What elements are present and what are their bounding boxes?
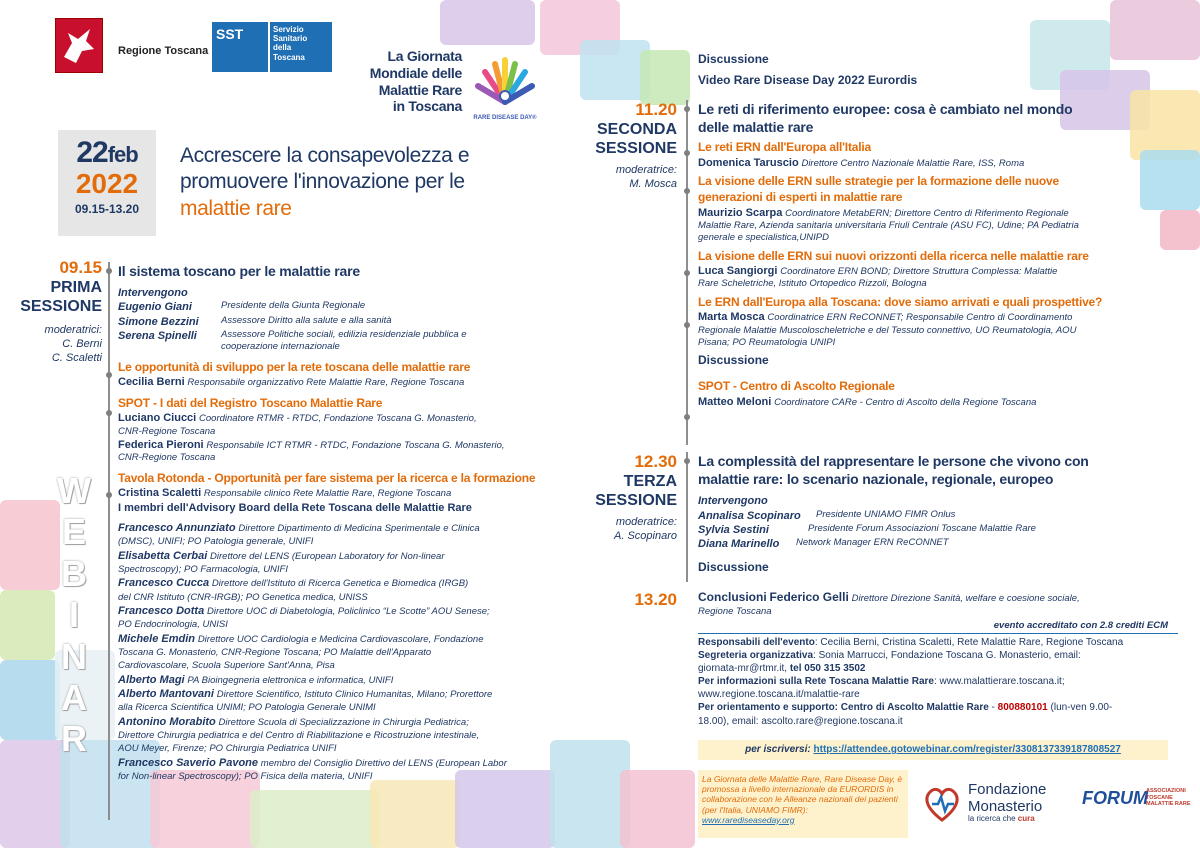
webinar-letter: I	[68, 594, 81, 636]
forum-sub: TOSCANE	[1146, 794, 1173, 801]
rdd-label: RARE DISEASE DAY®	[473, 115, 537, 121]
giornata-line: Mondiale delle	[369, 64, 462, 81]
member-role: Toscana G. Monasterio, CNR-Regione Toscana; PO Malattie dell'Apparato	[118, 647, 432, 658]
speaker-role: Assessore Diritto alla salute e alla sanità	[221, 314, 392, 326]
session-name: SESSIONE	[595, 492, 677, 510]
speaker-role: generale e specialistica,UNIPD	[698, 232, 829, 244]
member-role: (DMSC), UNIFI; PO Patologia generale, UNIFI	[118, 536, 314, 548]
member-role: Direttore dell'Istituto di Ricerca Genetica e Biomedica (IRGB)	[211, 578, 469, 590]
talk-title: La visione delle ERN sui nuovi orizzonti della ricerca nelle malattie rare	[698, 248, 1089, 263]
speaker-name: Luciano Ciucci	[118, 412, 197, 425]
member-name: Alberto Mantovani	[118, 688, 214, 701]
speaker-role: CNR-Regione Toscana	[118, 452, 216, 464]
pegasus-icon	[55, 18, 103, 73]
member-role: Cardiovascolare, Scuola Superiore Sant'Anna, Pisa	[118, 660, 335, 672]
moderator-name: C. Scaletti	[51, 351, 102, 364]
session1-timeline	[108, 262, 110, 820]
member-name: Francesco Cucca	[118, 577, 210, 590]
member-name: Elisabetta Cerbai	[118, 549, 208, 562]
spot-title: SPOT - Centro di Ascolto Regionale	[698, 379, 895, 394]
session-name: PRIMA	[50, 279, 102, 296]
date-year: 2022	[75, 168, 139, 199]
talk-title: generazioni di esperti in malattie rare	[698, 189, 903, 204]
speaker-role: Network Manager ERN ReCONNET	[796, 537, 949, 549]
conclusion	[698, 590, 1178, 618]
session3-content	[698, 452, 1178, 575]
headline-line: Accrescere la consapevolezza e	[180, 144, 470, 167]
sst-line: Toscana	[273, 52, 305, 62]
forum-name: FORUM	[1082, 788, 1148, 808]
member-name: Alberto Magi	[118, 673, 185, 686]
register-banner	[698, 740, 1168, 760]
role-line: cooperazione internazionale	[221, 341, 340, 353]
speaker-role: Direttore Centro Nazionale Malattie Rare, ISS, Roma	[801, 157, 1025, 169]
member-role: membro del Consiglio Direttivo del LENS (European Labor	[260, 757, 507, 769]
speaker-role: Responsabile ICT RTMR - RTDC, Fondazione Toscana G. Monasterio,	[206, 439, 505, 451]
speaker-row	[118, 315, 588, 329]
member-role: Direttore Scuola di Specializzazione in Chirurgia Pediatrica;	[218, 716, 469, 728]
webinar-letter: N	[61, 635, 89, 677]
session-time: 12.30	[634, 452, 677, 471]
speaker-role: Responsabile clinico Rete Malattie Rare, Regione Toscana	[203, 488, 452, 500]
member-role: AOU Meyer, Firenze; PO Chirurgia Pediatrica UNIFI	[118, 743, 337, 755]
monasterio-tagline-bold: cura	[1017, 814, 1035, 823]
register-label: per iscriversi:	[745, 744, 814, 755]
info-label: Responsabili dell'evento	[698, 636, 815, 648]
speaker-row	[118, 300, 588, 314]
conclusion-label: Conclusioni	[698, 590, 767, 604]
speaker-role: Regionale Malattie Muscoloscheletriche e del Tessuto connettivo, UO Reumatologia, AOU	[698, 324, 1077, 336]
speaker-name: Cristina Scaletti	[118, 487, 202, 500]
member-role: Spectroscopy); PO Farmacologia, UNIFI	[118, 563, 288, 575]
timeline-dot	[684, 150, 690, 156]
moderator-label: moderatrici:	[44, 324, 102, 337]
member-item	[118, 549, 588, 577]
speaker-role	[221, 329, 467, 354]
right-top	[698, 52, 917, 88]
session2-content	[698, 100, 1168, 409]
date-box	[58, 130, 156, 236]
member-name: Michele Emdin	[118, 632, 196, 645]
talk-title: Tavola Rotonda - Opportunità per fare sistema per la ricerca e la formazione	[118, 470, 536, 485]
session3-timeline	[686, 452, 688, 582]
fondazione-monasterio-logo	[920, 778, 1070, 834]
sst-logo	[212, 22, 268, 72]
discussion-label: Discussione	[698, 353, 769, 368]
session-title: delle malattie rare	[698, 119, 814, 136]
giornata-title	[342, 48, 462, 115]
member-role: Direttore Dipartimento di Medicina Sperimentale e Clinica	[238, 522, 480, 534]
advisory-board-title: I membri dell'Advisory Board della Rete Toscana delle Malattie Rare	[118, 501, 472, 514]
discussion-label: Discussione	[698, 52, 769, 66]
members-list	[118, 521, 588, 784]
member-item	[118, 576, 588, 604]
speaker-role: Malattie Rare, Azienda sanitaria universitaria Friuli Centrale (ASU FC), Udine; PA Pediatria	[698, 219, 1079, 231]
speaker-name: Diana Marinello	[698, 538, 780, 551]
member-role: Direttore Scientifico, Istituto Clinico Humanitas, Milano; Prorettore	[216, 689, 493, 701]
session-name: TERZA	[623, 473, 677, 490]
regione-toscana-logo	[55, 18, 125, 78]
speaker-role: Pisana; PO Reumatologia UNIPI	[698, 337, 836, 349]
talk-title: La visione delle ERN sulle strategie per la formazione delle nuove	[698, 174, 1059, 189]
register-link[interactable]: https://attendee.gotowebinar.com/register/3308137339187808527	[813, 744, 1121, 755]
rare-disease-day-logo	[470, 52, 540, 122]
info-label: Per informazioni sulla Rete Toscana Malattie Rare	[698, 676, 934, 688]
timeline-dot	[684, 414, 690, 420]
speaker-role: Coordinatore RTMR - RTDC, Fondazione Toscana G. Monasterio,	[199, 413, 477, 425]
member-role: for Non-linear Spectroscopy); PO Fisica della materia, UNIFI	[118, 771, 373, 783]
speaker-role: CNR-Regione Toscana	[118, 425, 216, 437]
member-item	[118, 687, 588, 715]
speaker-name: Matteo Meloni	[698, 395, 772, 408]
heart-icon	[920, 782, 964, 826]
giornata-line: Malattie Rare	[378, 81, 462, 98]
intervengono-label: Intervengono	[698, 495, 768, 508]
webinar-letter: E	[61, 511, 88, 553]
member-item	[118, 632, 588, 673]
info-label: Segreteria organizzativa	[698, 649, 814, 661]
speaker-name: Federico Gelli	[769, 590, 849, 604]
member-name: Francesco Saverio Pavone	[118, 756, 259, 769]
info-email[interactable]: giornata-mr@rtmr.it,	[698, 662, 788, 674]
timeline-dot	[106, 268, 112, 274]
webinar-letter: R	[61, 718, 89, 760]
rdd-link[interactable]: www.rarediseaseday.org	[702, 814, 795, 825]
speaker-name: Annalisa Scopinaro	[698, 509, 801, 522]
speaker-name: Simone Bezzini	[118, 315, 199, 328]
info-phone: tel 050 315 3502	[787, 662, 866, 674]
info-value: : Sonia Marrucci, Fondazione Toscana G. Monasterio, email:	[813, 649, 1081, 661]
monasterio-line: Fondazione	[968, 781, 1047, 798]
headline-line: promuovere l'innovazione per le	[180, 170, 465, 194]
headline-line-highlight: malattie rare	[180, 196, 292, 220]
speaker-role: Presidente UNIAMO FIMR Onlus	[816, 508, 956, 520]
timeline-dot	[106, 372, 112, 378]
moderator-name: A. Scopinaro	[614, 530, 677, 543]
moderator-name: M. Mosca	[629, 178, 677, 191]
session-name: SESSIONE	[595, 140, 677, 158]
giornata-line: La Giornata	[387, 48, 462, 64]
video-label: Video Rare Disease Day 2022 Eurordis	[698, 72, 918, 87]
day-number: 22	[76, 136, 108, 169]
speaker-role: Coordinatore MetabERN; Direttore Centro di Riferimento Regionale	[785, 207, 1069, 219]
webinar-letter: W	[57, 470, 93, 511]
conclusion-time: 13.20	[634, 590, 677, 609]
date-day	[58, 136, 156, 170]
timeline-dot	[684, 106, 690, 112]
member-role: PA Bioingegneria elettronica e informatica, UNIFI	[187, 674, 394, 686]
speaker-name: Eugenio Giani	[118, 301, 192, 314]
moderator-label: moderatrice:	[615, 516, 677, 529]
sst-line: della	[273, 43, 292, 53]
info-link[interactable]: : www.malattierare.toscana.it;	[934, 676, 1065, 688]
member-item	[118, 715, 588, 756]
member-item	[118, 756, 588, 784]
forum-sub: ASSOCIAZIONI	[1146, 788, 1186, 794]
session1-label	[10, 258, 102, 366]
giornata-line: in Toscana	[392, 98, 462, 115]
session-title: malattie rare: lo scenario nazionale, regionale, europeo	[698, 471, 1054, 488]
webinar-letter: A	[61, 676, 89, 718]
role-line: Assessore Politiche sociali, edilizia residenziale pubblica e	[221, 329, 467, 341]
session3-label	[585, 452, 677, 544]
member-item	[118, 604, 588, 632]
speaker-role: Coordinatrice ERN ReCONNET; Responsabile Centro di Coordinamento	[767, 312, 1073, 324]
member-role: Direttore del LENS (European Laboratory for Non-linear	[210, 550, 445, 562]
month-label: feb	[107, 142, 138, 167]
webinar-letter: B	[61, 552, 89, 594]
info-value: : Cecilia Berni, Cristina Scaletti, Rete Malattie Rare, Regione Toscana	[814, 636, 1124, 648]
speaker-role: Coordinatore ERN BOND; Direttore Struttura Complessa: Malattie	[780, 266, 1058, 278]
webinar-watermark	[55, 470, 95, 760]
timeline-dot	[684, 270, 690, 276]
session-title: Il sistema toscano per le malattie rare	[118, 263, 360, 279]
speaker-row	[698, 523, 1178, 537]
speaker-role: Presidente della Giunta Regionale	[221, 300, 366, 312]
monasterio-line: Monasterio	[968, 797, 1043, 815]
talk-title: Le opportunità di sviluppo per la rete toscana delle malattie rare	[118, 359, 471, 374]
speaker-name: Federica Pieroni	[118, 438, 204, 451]
sst-abbr: SST	[216, 26, 244, 42]
speaker-row	[698, 509, 1178, 523]
session-title: Le reti di riferimento europee: cosa è cambiato nel mondo	[698, 101, 1073, 117]
speaker-row	[118, 329, 588, 354]
info-label: Per orientamento e supporto: Centro di Ascolto Malattie Rare	[698, 702, 989, 714]
member-name: Francesco Annunziato	[118, 521, 236, 534]
session-time: 11.20	[635, 100, 677, 119]
member-role: Direttore Chirurgia pediatrica e del Centro di Riabilitazione e Ricostruzione intestinale,	[118, 730, 480, 742]
sst-line: Servizio	[273, 25, 304, 34]
member-role: Direttore UOC di Diabetologia, Policlinico “Le Scotte” AOU Senese;	[206, 605, 490, 617]
session1-content	[118, 262, 588, 783]
date-time: 09.15-13.20	[74, 202, 140, 216]
timeline-dot	[684, 322, 690, 328]
member-name: Antonino Morabito	[118, 715, 216, 728]
speaker-role: Regione Toscana	[698, 605, 772, 617]
member-name: Francesco Dotta	[118, 604, 205, 617]
speaker-name: Serena Spinelli	[118, 330, 197, 343]
ecm-note: evento accreditato con 2.8 crediti ECM	[698, 620, 1178, 634]
speaker-name: Sylvia Sestini	[698, 523, 769, 536]
talk-title: Le reti ERN dall'Europa all'Italia	[698, 140, 871, 155]
timeline-dot	[684, 188, 690, 194]
session2-label	[585, 100, 677, 192]
session-name: SECONDA	[596, 121, 677, 138]
sst-line: Sanitario	[273, 34, 308, 44]
regione-toscana-label: Regione Toscana	[118, 45, 209, 57]
rdd-note-text: La Giornata delle Malattie Rare, Rare Disease Day, è promossa a livello internazionale da EURORDIS in collaborazione con le Alleanze nazionali dei pazienti (per l'Italia, UNIAMO FIMR):	[702, 774, 903, 815]
sst-text	[270, 22, 332, 72]
monasterio-tagline: la ricerca che	[968, 814, 1018, 823]
info-link[interactable]: www.regione.toscana.it/malattie-rare	[698, 689, 860, 701]
headline	[180, 143, 560, 222]
speaker-role: Direttore Direzione Sanità, welfare e coesione sociale,	[851, 593, 1080, 604]
session-title: La complessità del rappresentare le persone che vivono con	[698, 453, 1089, 469]
member-role: PO Endocrinologia, UNISI	[118, 619, 228, 631]
info-value: 18.00), email: ascolto.rare@regione.toscana.it	[698, 715, 903, 727]
member-item	[118, 673, 588, 687]
discussion-label: Discussione	[698, 559, 769, 574]
rdd-note-box	[698, 770, 908, 838]
talk-title: Le ERN dall'Europa alla Toscana: dove siamo arrivati e quali prospettive?	[698, 294, 1103, 309]
speaker-role: Responsabile organizzativo Rete Malattie Rare, Regione Toscana	[187, 377, 465, 389]
speaker-role: Coordinatore CARe - Centro di Ascolto della Regione Toscana	[774, 396, 1037, 408]
speaker-name: Cecilia Berni	[118, 376, 185, 389]
moderator-name: C. Berni	[62, 338, 102, 351]
speaker-name: Luca Sangiorgi	[698, 265, 778, 278]
speaker-row	[698, 537, 1178, 551]
speaker-name: Domenica Taruscio	[698, 156, 799, 169]
member-role: alla Ricerca Scientifica UNIMI; PO Patologia Generale UNIMI	[118, 702, 376, 714]
forum-sub: MALATTIE RARE	[1146, 801, 1191, 808]
member-role: Direttore UOC Cardiologia e Medicina Cardiovascolare, Fondazione	[197, 633, 484, 645]
info-dash: -	[988, 702, 998, 714]
hands-icon	[470, 52, 540, 110]
speaker-name: Marta Mosca	[698, 311, 765, 324]
spot-title: SPOT - I dati del Registro Toscano Malattie Rare	[118, 395, 383, 410]
moderator-label: moderatrice:	[615, 164, 677, 177]
timeline-dot	[684, 458, 690, 464]
intervengono-label: Intervengono	[118, 287, 188, 300]
speaker-name: Maurizio Scarpa	[698, 206, 783, 219]
session-time: 09.15	[59, 258, 102, 277]
forum-logo	[1082, 780, 1192, 830]
member-item	[118, 521, 588, 549]
event-info	[698, 620, 1178, 728]
timeline-dot	[106, 492, 112, 498]
speaker-role: Presidente Forum Associazioni Toscane Malattie Rare	[808, 522, 1036, 534]
session-name: SESSIONE	[20, 298, 102, 316]
info-value: (lun-ven 9.00-	[1047, 702, 1113, 714]
member-role: del CNR Istituto (CNR-IRGB); PO Genetica medica, UNISS	[118, 591, 368, 603]
green-number: 800880101	[997, 702, 1048, 714]
speaker-role: Rare Scheletriche, Istituto Ortopedico Rizzoli, Bologna	[698, 278, 927, 290]
timeline-dot	[106, 410, 112, 416]
